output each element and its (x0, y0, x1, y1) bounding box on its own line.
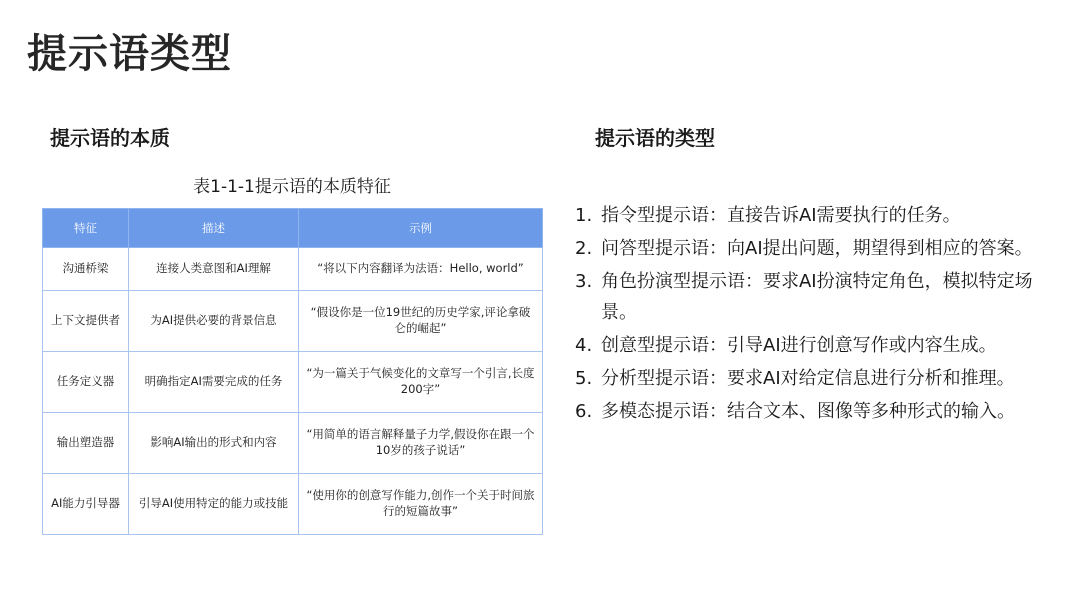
cell-feature: AI能力引导器 (43, 474, 129, 535)
list-number: 5. (575, 368, 593, 389)
essence-table (42, 208, 543, 535)
list-item (575, 330, 1055, 361)
cell-description: 影响AI输出的形式和内容 (129, 413, 299, 474)
cell-example: “使用你的创意写作能力,创作一个关于时间旅行的短篇故事” (299, 474, 543, 535)
list-item (575, 233, 1055, 264)
cell-example: “用简单的语言解释量子力学,假设你在跟一个10岁的孩子说话” (299, 413, 543, 474)
list-item (575, 363, 1055, 394)
table-row (43, 291, 543, 352)
cell-feature: 上下文提供者 (43, 291, 129, 352)
cell-feature: 任务定义器 (43, 352, 129, 413)
cell-description: 明确指定AI需要完成的任务 (129, 352, 299, 413)
list-text: 多模态提示语：结合文本、图像等多种形式的输入。 (601, 401, 1015, 422)
column-header-example: 示例 (299, 209, 543, 248)
list-item (575, 266, 1055, 328)
list-item (575, 200, 1055, 231)
cell-description: 为AI提供必要的背景信息 (129, 291, 299, 352)
table-row (43, 413, 543, 474)
list-text: 创意型提示语：引导AI进行创意写作或内容生成。 (601, 335, 997, 356)
table-caption: 表1-1-1提示语的本质特征 (193, 177, 391, 197)
table-header-row (43, 209, 543, 248)
list-number: 4. (575, 335, 593, 356)
table-row (43, 352, 543, 413)
slide-title: 提示语类型 (27, 31, 232, 77)
table-row (43, 474, 543, 535)
list-text: 指令型提示语：直接告诉AI需要执行的任务。 (601, 205, 961, 226)
column-header-description: 描述 (129, 209, 299, 248)
list-text: 分析型提示语：要求AI对给定信息进行分析和推理。 (601, 368, 1015, 389)
cell-description: 引导AI使用特定的能力或技能 (129, 474, 299, 535)
prompt-types-list (575, 200, 1055, 429)
list-item (575, 396, 1055, 427)
cell-feature: 输出塑造器 (43, 413, 129, 474)
cell-example: “将以下内容翻译为法语：Hello, world” (299, 248, 543, 291)
list-number: 3. (575, 271, 593, 292)
section-heading-types: 提示语的类型 (595, 126, 715, 150)
list-number: 2. (575, 238, 593, 259)
list-text: 角色扮演型提示语：要求AI扮演特定角色，模拟特定场景。 (601, 271, 1033, 323)
cell-example: “为一篇关于气候变化的文章写一个引言,长度200字” (299, 352, 543, 413)
list-number: 1. (575, 205, 593, 226)
column-header-feature: 特征 (43, 209, 129, 248)
table-row (43, 248, 543, 291)
cell-example: “假设你是一位19世纪的历史学家,评论拿破仑的崛起” (299, 291, 543, 352)
cell-feature: 沟通桥梁 (43, 248, 129, 291)
list-number: 6. (575, 401, 593, 422)
section-heading-essence: 提示语的本质 (50, 126, 170, 150)
list-text: 问答型提示语：向AI提出问题，期望得到相应的答案。 (601, 238, 1033, 259)
cell-description: 连接人类意图和AI理解 (129, 248, 299, 291)
